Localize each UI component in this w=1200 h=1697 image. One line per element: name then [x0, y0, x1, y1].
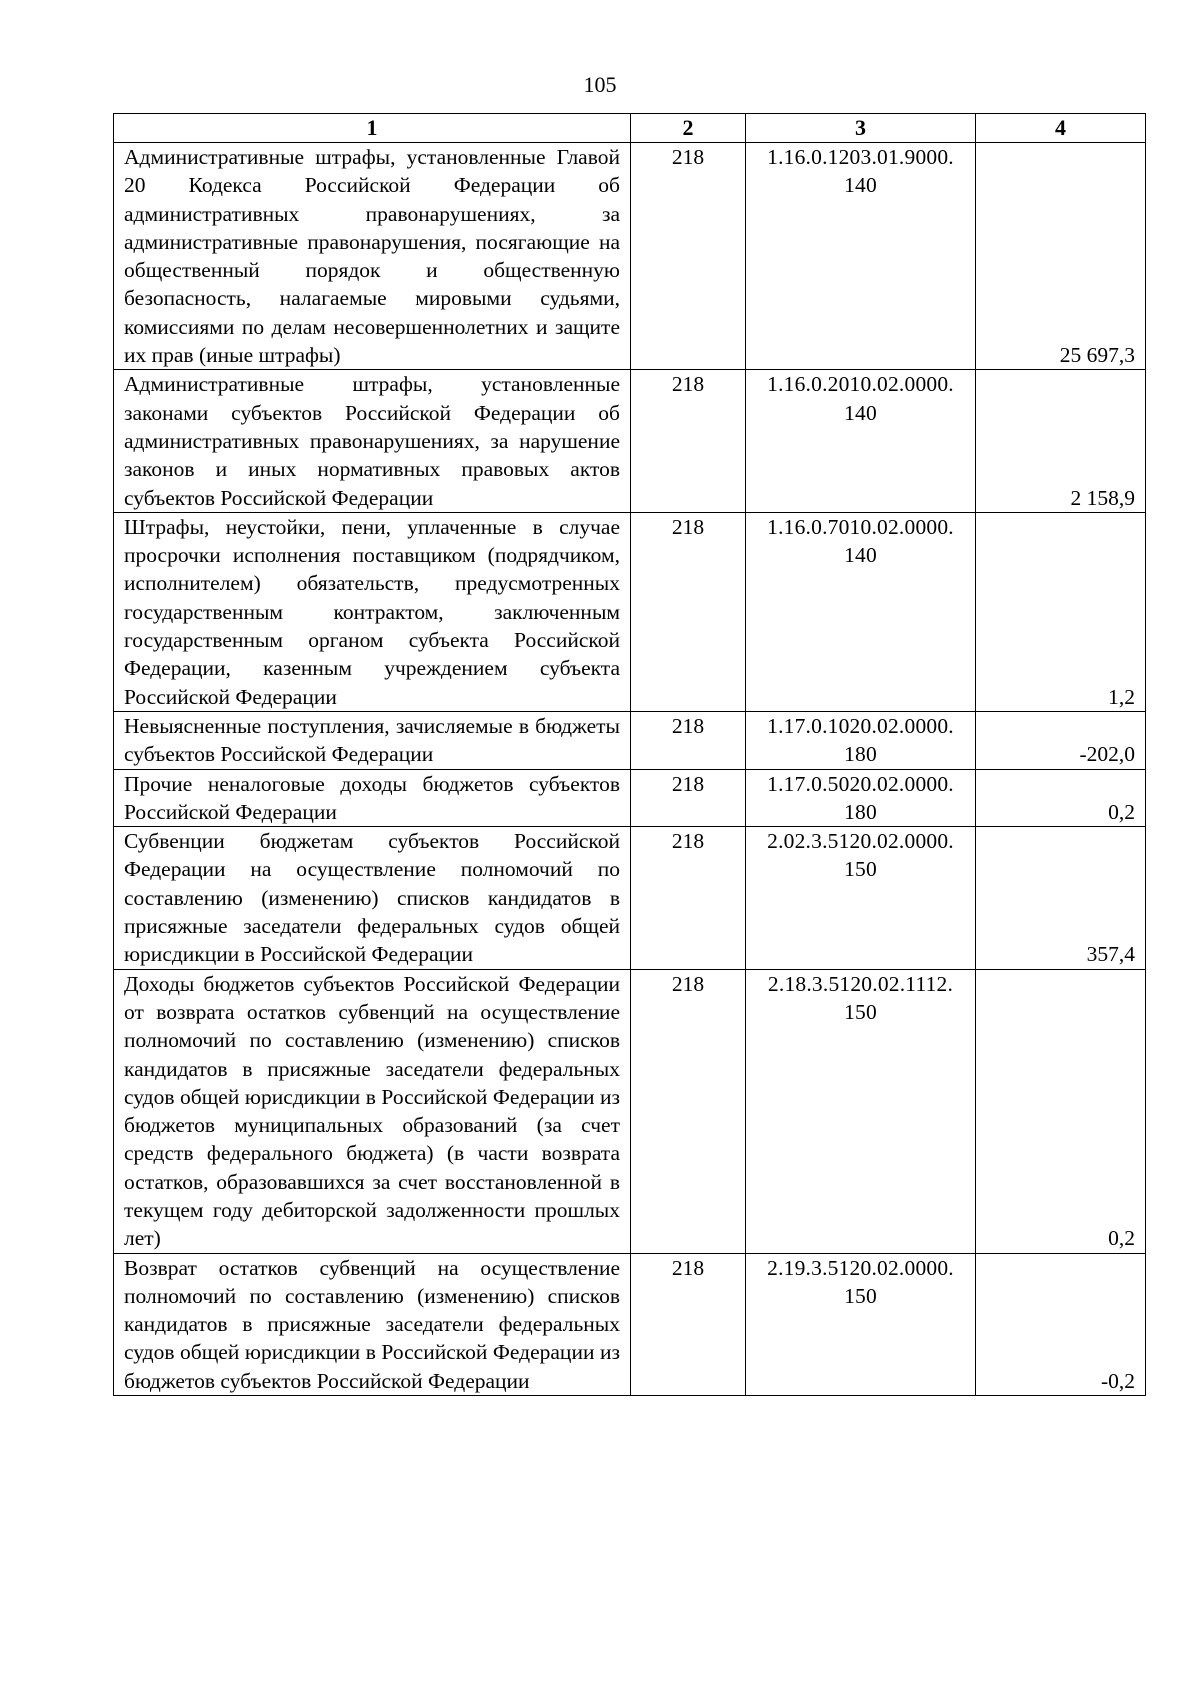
row-description: Прочие неналоговые доходы бюджетов субъектов Российской Федерации: [114, 769, 631, 827]
row-amount: 2 158,9: [976, 370, 1146, 512]
row-admin-code: 218: [631, 143, 746, 370]
row-budget-code: 2.19.3.5120.02.0000. 150: [746, 1253, 976, 1395]
row-description: Возврат остатков субвенций на осуществление полномочий по составлению (изменению) списков кандидатов в присяжные заседатели федеральных судов общей юрисдикции в Российской Федерации из бюджетов субъектов Российской Федерации: [114, 1253, 631, 1395]
table-row: [114, 769, 1146, 827]
table-row: [114, 1253, 1146, 1395]
row-budget-code: 2.02.3.5120.02.0000. 150: [746, 827, 976, 969]
row-amount: 1,2: [976, 512, 1146, 711]
row-admin-code: 218: [631, 1253, 746, 1395]
row-admin-code: 218: [631, 512, 746, 711]
row-amount: 0,2: [976, 969, 1146, 1253]
column-header-2: 2: [631, 114, 746, 143]
row-admin-code: 218: [631, 711, 746, 769]
row-admin-code: 218: [631, 969, 746, 1253]
column-header-4: 4: [976, 114, 1146, 143]
row-amount: -0,2: [976, 1253, 1146, 1395]
row-amount: 0,2: [976, 769, 1146, 827]
row-budget-code: 1.17.0.5020.02.0000. 180: [746, 769, 976, 827]
table-row: [114, 711, 1146, 769]
row-amount: 357,4: [976, 827, 1146, 969]
row-description: Доходы бюджетов субъектов Российской Федерации от возврата остатков субвенций на осуществление полномочий по составлению (изменению) списков кандидатов в присяжные заседатели федеральных судов общей юрисдикции в Российской Федерации из бюджетов муниципальных образований (за счет средств федерального бюджета) (в части возврата остатков, образовавшихся за счет восстановленной в текущем году дебиторской задолженности прошлых лет): [114, 969, 631, 1253]
row-description: Штрафы, неустойки, пени, уплаченные в случае просрочки исполнения поставщиком (подрядчиком, исполнителем) обязательств, предусмотренных государственным контрактом, заключенным государственным органом субъекта Российской Федерации, казенным учреждением субъекта Российской Федерации: [114, 512, 631, 711]
row-amount: 25 697,3: [976, 143, 1146, 370]
budget-table: [113, 113, 1146, 1396]
table-row: [114, 512, 1146, 711]
page-number: 105: [583, 72, 617, 97]
table-row: [114, 143, 1146, 370]
row-amount: -202,0: [976, 711, 1146, 769]
row-description: Невыясненные поступления, зачисляемые в бюджеты субъектов Российской Федерации: [114, 711, 631, 769]
header-row: [114, 114, 1146, 143]
row-description: Административные штрафы, установленные Главой 20 Кодекса Российской Федерации об административных правонарушениях, за административные правонарушения, посягающие на общественный порядок и общественную безопасность, налагаемые мировыми судьями, комиссиями по делам несовершеннолетних и защите их прав (иные штрафы): [114, 143, 631, 370]
table-row: [114, 370, 1146, 512]
row-admin-code: 218: [631, 370, 746, 512]
row-description: Субвенции бюджетам субъектов Российской Федерации на осуществление полномочий по составлению (изменению) списков кандидатов в присяжные заседатели федеральных судов общей юрисдикции в Российской Федерации: [114, 827, 631, 969]
row-budget-code: 1.16.0.7010.02.0000. 140: [746, 512, 976, 711]
row-admin-code: 218: [631, 827, 746, 969]
row-budget-code: 1.16.0.2010.02.0000. 140: [746, 370, 976, 512]
column-header-1: 1: [114, 114, 631, 143]
row-admin-code: 218: [631, 769, 746, 827]
table-body: [114, 143, 1146, 1396]
table-row: [114, 827, 1146, 969]
table-row: [114, 969, 1146, 1253]
row-budget-code: 1.16.0.1203.01.9000. 140: [746, 143, 976, 370]
column-header-3: 3: [746, 114, 976, 143]
row-description: Административные штрафы, установленные законами субъектов Российской Федерации об административных правонарушениях, за нарушение законов и иных нормативных правовых актов субъектов Российской Федерации: [114, 370, 631, 512]
row-budget-code: 1.17.0.1020.02.0000. 180: [746, 711, 976, 769]
row-budget-code: 2.18.3.5120.02.1112. 150: [746, 969, 976, 1253]
